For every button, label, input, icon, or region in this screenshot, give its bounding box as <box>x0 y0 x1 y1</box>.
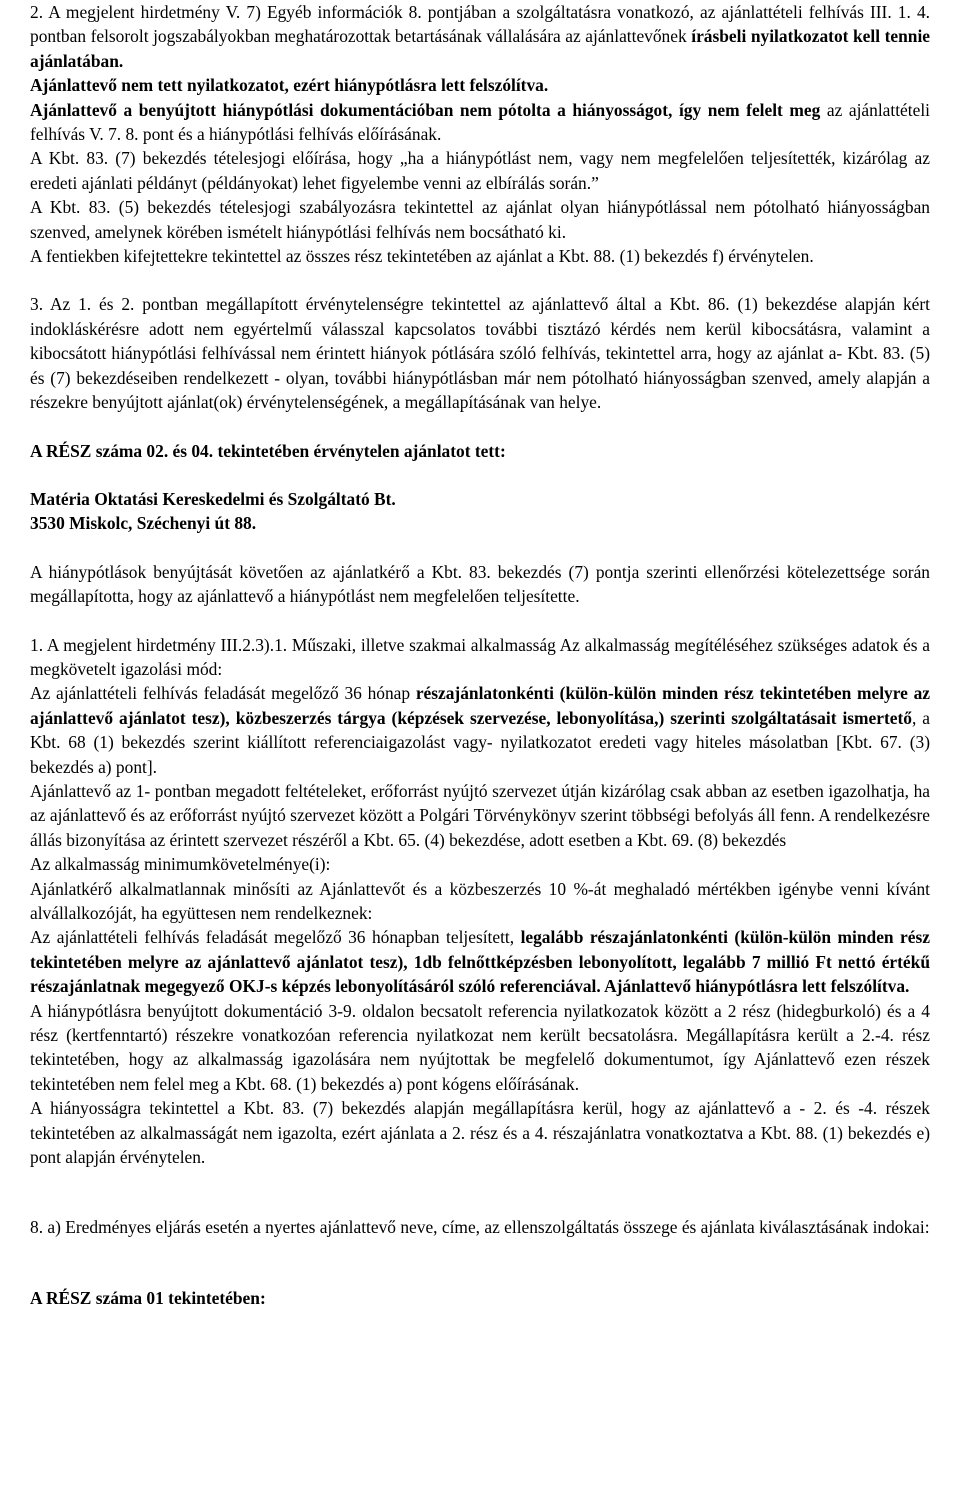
section-2-paragraph-4: A Kbt. 83. (7) bekezdés tételesjogi előírása, hogy „ha a hiánypótlást nem, vagy nem megfelelően teljesítették, kizárólag az eredeti ajánlati példányt (példányokat) lehet figyelembe venni az elbírálás során.” <box>30 148 930 193</box>
s2-p1-text: 2. A megjelent hirdetmény V. 7) Egyéb információk 8. pontjában a szolgáltatásra vonatkozó, az ajánlattételi felhívás III. 1. 4. pontban felsorolt jogszabályokban meghatározottak betartásának vállalására az ajánlattevőnek <box>30 2 930 47</box>
section-2-paragraph-6: A fentiekben kifejtettekre tekintettel az összes rész tekintetében az ajánlat a Kbt. 88. (1) bekezdés f) érvénytelen. <box>30 246 814 267</box>
s2-p3-text: az ajánlattételi felhívás V. 7. 8. pont és a hiánypótlási felhívás előírásának. <box>30 99 930 145</box>
spacer <box>30 536 930 560</box>
spacer <box>30 463 930 487</box>
spacer <box>30 268 930 292</box>
section-1-paragraph-4: Az alkalmasság minimumkövetelménye(i): <box>30 854 331 875</box>
section-2-paragraph-3 <box>30 98 930 147</box>
hianypotlas-paragraph: A hiánypótlások benyújtását követően az ajánlatkérő a Kbt. 83. bekezdés (7) pontja szerinti ellenőrzési kötelezettsége során megállapította, hogy az ajánlattevő a hiánypótlást nem megfelelően teljesítette. <box>30 561 930 607</box>
section-3-paragraph: 3. Az 1. és 2. pontban megállapított érvénytelenségre tekintettel az ajánlattevő által a Kbt. 86. (1) bekezdése alapján kért indokláskérésre adott nem egyértelmű válasszal kapcsolatos további tisztázó kérdés nem kerül kibocsátásra, valamint a kibocsátott hiánypótlási felhívással nem érintett hiányok pótlására szóló felhívás, tekintettel arra, hogy az ajánlat a- Kbt. 83. (5) és (7) bekezdéseiben rendelkezett - olyan, további hiánypótlásban már nem pótolható hiányosságban szenved, amely alapján a részekre benyújtott ajánlat(ok) érvénytelenségének, a megállapításának van helye. <box>30 294 930 413</box>
s1-p2-text-end: , a Kbt. 68 (1) bekezdés szerint kiállított referenciaigazolást vagy- nyilatkozatot eredeti vagy hiteles másolatban [Kbt. 67. (3) bekezdés a) pont]. <box>30 707 930 777</box>
section-1-paragraph-3: Ajánlattevő az 1- pontban megadott feltételeket, erőforrást nyújtó szervezet útján kizárólag csak abban az esetben igazolhatja, ha az ajánlattevő és az erőforrást nyújtó szervezet között a Polgári Törvénykönyv szerint többségi befolyás áll fenn. A rendelkezésre állás bizonyítása az érintett szervezet részéről a Kbt. 65. (4) bekezdése, adott esetben a Kbt. 69. (8) bekezdés <box>30 780 930 850</box>
spacer <box>30 1169 930 1215</box>
s1-p6-bold: legalább részajánlatonkénti (külön-külön minden rész tekintetében melyre az ajánlattevő ajánlatot tesz), 1db felnőttképzésben lebonyolított, legalább 7 millió Ft nettó értékű részajánlatnak megegyező OKJ-s képzés lebonyolításáról szóló referenciával. Ajánlattevő hiánypótlásra lett felszólítva. <box>30 927 930 997</box>
section-8-paragraph: 8. a) Eredményes eljárás esetén a nyertes ajánlattevő neve, címe, az ellenszolgáltatás összege és ajánlata kiválasztásának indokai: <box>30 1217 930 1238</box>
company-name: Matéria Oktatási Kereskedelmi és Szolgáltató Bt. <box>30 488 396 509</box>
section-2-paragraph-5: A Kbt. 83. (5) bekezdés tételesjogi szabályozásra tekintettel az ajánlat olyan hiánypótlással nem pótolható hiányosságban szenved, amelynek körében ismételt hiánypótlási felhívás nem bocsátható ki. <box>30 197 930 242</box>
resz-01-heading: A RÉSZ száma 01 tekintetében: <box>30 1287 266 1308</box>
section-1-paragraph-1: 1. A megjelent hirdetmény III.2.3).1. Műszaki, illetve szakmai alkalmasság Az alkalmasság megítéléséhez szükséges adatok és a megkövetelt igazolási mód: <box>30 634 930 679</box>
s1-p2-bold: részajánlatonkénti (külön-külön minden rész tekintetében melyre az ajánlattevő ajánlatot tesz), közbeszerzés tárgya (képzések szervezése, lebonyolítása,) szerinti szolgáltatásait ismertető <box>30 683 930 728</box>
company-address: 3530 Miskolc, Széchenyi út 88. <box>30 513 257 534</box>
section-1-paragraph-6 <box>30 925 930 998</box>
resz-heading: A RÉSZ száma 02. és 04. tekintetében érvénytelen ajánlatot tett: <box>30 440 506 461</box>
s2-p1-bold: írásbeli nyilatkozatot kell tennie ajánlatában. <box>30 26 930 71</box>
spacer <box>30 609 930 633</box>
section-1-paragraph-7: A hiánypótlásra benyújtott dokumentáció 3-9. oldalon becsatolt referencia nyilatkozatok között a 2 rész (hidegburkoló) és a 4 rész (kertfenntartó) részekre vonatkozóan referencia nyilatkozat nem került becsatolásra. Megállapításra került a 2.-4. rész tekintetében, hogy az alkalmasság igazolására nem nyújtottak be megfelelő dokumentumot, így Ajánlattevő ezen részek tekintetében nem felel meg a Kbt. 68. (1) bekezdés a) pont kógens előírásának. <box>30 1000 930 1094</box>
s1-p2-text: Az ajánlattételi felhívás feladását megelőző 36 hónap <box>30 683 416 704</box>
spacer <box>30 415 930 439</box>
s2-p3-bold: Ajánlattevő a benyújtott hiánypótlási dokumentációban nem pótolta a hiányosságot, így nem felelt meg <box>30 99 821 120</box>
section-1-paragraph-8: A hiányosságra tekintettel a Kbt. 83. (7) bekezdés alapján megállapításra kerül, hogy az ajánlattevő a - 2. és -4. részek tekintetében az alkalmasságát nem igazolta, ezért ajánlata a 2. rész és a 4. részajánlatra vonatkoztatva a Kbt. 88. (1) bekezdés e) pont alapján érvénytelen. <box>30 1098 930 1168</box>
section-2-paragraph-2: Ajánlattevő nem tett nyilatkozatot, ezért hiánypótlásra lett felszólítva. <box>30 75 549 96</box>
s1-p6-text: Az ajánlattételi felhívás feladását megelőző 36 hónapban teljesített, <box>30 927 521 948</box>
section-2-paragraph-1 <box>30 0 930 73</box>
spacer <box>30 1240 930 1286</box>
section-1-paragraph-5: Ajánlatkérő alkalmatlannak minősíti az Ajánlattevőt és a közbeszerzés 10 %-át meghaladó mértékben igénybe venni kívánt alvállalkozóját, ha együttesen nem rendelkeznek: <box>30 878 930 923</box>
section-1-paragraph-2 <box>30 681 930 779</box>
